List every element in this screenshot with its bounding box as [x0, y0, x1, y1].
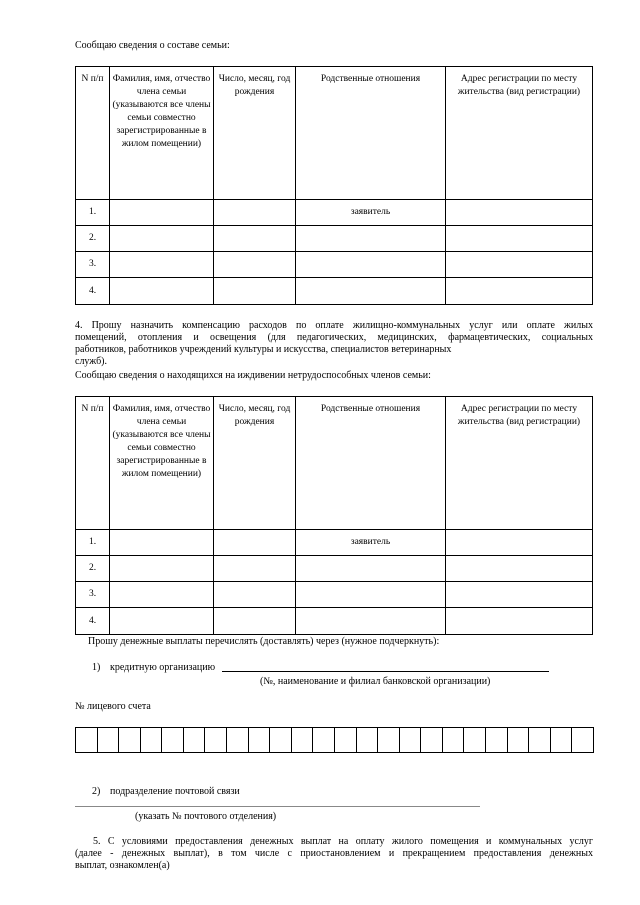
paragraph-4-line: помещений, отопления и освещения (для педагогических, медицинских, фармацевтических, социальных: [75, 332, 593, 343]
post-office-caption: (указать № почтового отделения): [135, 811, 277, 822]
col-header-birthdate: Число, месяц, год рождения: [214, 67, 296, 200]
row-number: 4.: [76, 608, 110, 635]
row-number: 4.: [76, 278, 110, 305]
row-number: 3.: [76, 252, 110, 278]
payment-method-intro: Прошу денежные выплаты перечислять (доставлять) через (нужное подчеркнуть):: [88, 636, 440, 647]
table-row: [76, 530, 593, 556]
address-cell[interactable]: [446, 252, 593, 278]
relationship-cell[interactable]: [296, 608, 446, 635]
fullname-cell[interactable]: [110, 608, 214, 635]
address-cell[interactable]: [446, 278, 593, 305]
col-header-fullname: Фамилия, имя, отчество члена семьи (указываются все члены семьи совместно зарегистрированные в жилом помещении): [110, 67, 214, 200]
relationship-cell[interactable]: заявитель: [296, 530, 446, 556]
relationship-cell[interactable]: [296, 226, 446, 252]
col-header-relationship: Родственные отношения: [296, 397, 446, 530]
address-cell[interactable]: [446, 226, 593, 252]
account-digit-cell[interactable]: [529, 728, 551, 753]
relationship-cell[interactable]: [296, 556, 446, 582]
account-digit-cell[interactable]: [550, 728, 572, 753]
fullname-cell[interactable]: [110, 556, 214, 582]
account-number-label: № лицевого счета: [75, 701, 151, 712]
account-digit-cell[interactable]: [183, 728, 205, 753]
col-header-relationship: Родственные отношения: [296, 67, 446, 200]
account-digit-cell[interactable]: [76, 728, 98, 753]
address-cell[interactable]: [446, 530, 593, 556]
table-row: [76, 278, 593, 305]
fullname-cell[interactable]: [110, 278, 214, 305]
row-number: 1.: [76, 200, 110, 226]
row-number: 2.: [76, 556, 110, 582]
fullname-cell[interactable]: [110, 252, 214, 278]
account-digit-cell[interactable]: [119, 728, 141, 753]
account-digit-cell[interactable]: [227, 728, 249, 753]
address-cell[interactable]: [446, 200, 593, 226]
account-digit-cell[interactable]: [313, 728, 335, 753]
account-digit-cell[interactable]: [421, 728, 443, 753]
relationship-cell[interactable]: заявитель: [296, 200, 446, 226]
account-digit-cell[interactable]: [356, 728, 378, 753]
paragraph-4-line: работников, работников учреждений культуры и искусства, специалистов ветеринарных: [75, 344, 452, 355]
paragraph-5: [75, 836, 593, 872]
col-header-number: N п/п: [76, 397, 110, 530]
table-row: [76, 556, 593, 582]
table-row: [76, 582, 593, 608]
option-1-label[interactable]: кредитную организацию: [110, 662, 216, 673]
fullname-cell[interactable]: [110, 200, 214, 226]
table-row: [76, 226, 593, 252]
relationship-cell[interactable]: [296, 252, 446, 278]
account-digit-cell[interactable]: [248, 728, 270, 753]
row-number: 2.: [76, 226, 110, 252]
account-digit-cell[interactable]: [464, 728, 486, 753]
address-cell[interactable]: [446, 608, 593, 635]
col-header-address: Адрес регистрации по месту жительства (вид регистрации): [446, 397, 593, 530]
account-digit-cell[interactable]: [140, 728, 162, 753]
birthdate-cell[interactable]: [214, 582, 296, 608]
account-digit-cell[interactable]: [205, 728, 227, 753]
birthdate-cell[interactable]: [214, 530, 296, 556]
account-digit-cell[interactable]: [334, 728, 356, 753]
account-digit-cell[interactable]: [485, 728, 507, 753]
table-header-row: [76, 397, 593, 530]
account-digit-cell[interactable]: [572, 728, 594, 753]
address-cell[interactable]: [446, 556, 593, 582]
option-1-number: 1): [92, 662, 101, 673]
bank-name-field[interactable]: [222, 671, 549, 672]
account-digit-cell[interactable]: [378, 728, 400, 753]
family-composition-intro: Сообщаю сведения о составе семьи:: [75, 40, 230, 51]
birthdate-cell[interactable]: [214, 278, 296, 305]
account-digit-cell[interactable]: [399, 728, 421, 753]
paragraph-4-line: служб).: [75, 356, 107, 367]
account-digit-cell[interactable]: [291, 728, 313, 753]
paragraph-5-line: выплат, ознакомлен(а): [75, 860, 170, 871]
account-digit-cell[interactable]: [507, 728, 529, 753]
fullname-cell[interactable]: [110, 226, 214, 252]
table-row: [76, 608, 593, 635]
paragraph-5-line: 5. С условиями предоставления денежных выплат на оплату жилого помещения и коммунальных услуг: [93, 836, 593, 847]
paragraph-4: [75, 320, 593, 368]
address-cell[interactable]: [446, 582, 593, 608]
account-digit-cell[interactable]: [270, 728, 292, 753]
option-2-number: 2): [92, 786, 101, 797]
relationship-cell[interactable]: [296, 278, 446, 305]
row-number: 3.: [76, 582, 110, 608]
col-header-number: N п/п: [76, 67, 110, 200]
account-digit-cell[interactable]: [162, 728, 184, 753]
option-2-label[interactable]: подразделение почтовой связи: [110, 786, 240, 797]
fullname-cell[interactable]: [110, 530, 214, 556]
col-header-address: Адрес регистрации по месту жительства (вид регистрации): [446, 67, 593, 200]
birthdate-cell[interactable]: [214, 608, 296, 635]
table-header-row: [76, 67, 593, 200]
birthdate-cell[interactable]: [214, 556, 296, 582]
birthdate-cell[interactable]: [214, 226, 296, 252]
col-header-fullname: Фамилия, имя, отчество члена семьи (указываются все члены семьи совместно зарегистрированные в жилом помещении): [110, 397, 214, 530]
fullname-cell[interactable]: [110, 582, 214, 608]
dependents-intro: Сообщаю сведения о находящихся на иждивении нетрудоспособных членов семьи:: [75, 370, 431, 381]
paragraph-5-line: (далее - денежных выплат), в том числе с приостановлением и прекращением предоставления денежных: [75, 848, 593, 859]
birthdate-cell[interactable]: [214, 200, 296, 226]
table-row: [76, 252, 593, 278]
birthdate-cell[interactable]: [214, 252, 296, 278]
dependents-table: [75, 396, 593, 635]
bank-field-caption: (№, наименование и филиал банковской организации): [260, 676, 491, 687]
account-digit-cell[interactable]: [97, 728, 119, 753]
table-row: [76, 200, 593, 226]
paragraph-4-line: 4. Прошу назначить компенсацию расходов по оплате жилищно-коммунальных услуг или оплате жилых: [75, 320, 593, 331]
account-digit-cell[interactable]: [442, 728, 464, 753]
account-number-grid: [75, 727, 594, 753]
family-composition-table: [75, 66, 593, 305]
relationship-cell[interactable]: [296, 582, 446, 608]
post-office-field[interactable]: [75, 806, 480, 807]
row-number: 1.: [76, 530, 110, 556]
col-header-birthdate: Число, месяц, год рождения: [214, 397, 296, 530]
